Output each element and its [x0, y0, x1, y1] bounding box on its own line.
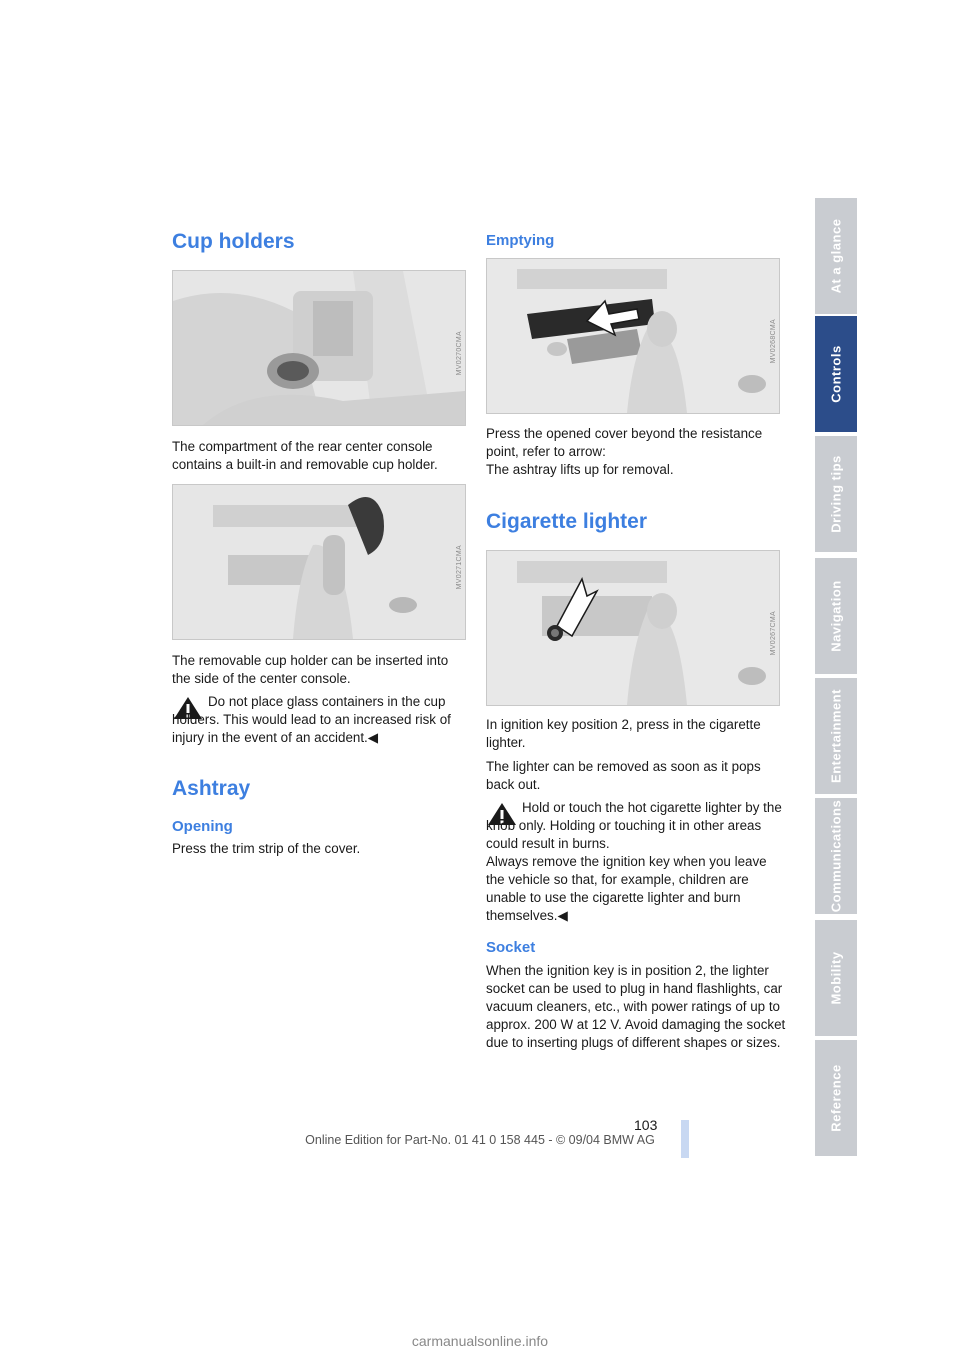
removable-cup-holder-image [172, 484, 466, 640]
figure-code: MV0270CMA [456, 331, 463, 376]
cup-holders-title: Cup holders [172, 230, 295, 253]
tab-at-a-glance[interactable]: At a glance [815, 198, 857, 316]
tab-reference[interactable]: Reference [815, 1040, 857, 1158]
opening-text: Press the trim strip of the cover. [172, 841, 361, 856]
emptying-text: Press the opened cover beyond the resistance point, refer to arrow: The ashtray lifts up for removal. [486, 426, 763, 477]
socket-text: When the ignition key is in position 2, the lighter socket can be used to plug in hand flashlights, car vacuum cleaners, etc., with power ratings of up to approx. 200 W at 12 V. Avoid damaging the socket due to inserting plugs of different shapes or sizes. [486, 963, 786, 1050]
cup-holders-para1: The compartment of the rear center console contains a built-in and removable cup holder. [172, 439, 438, 472]
footer-edition: Online Edition for Part-No. 01 41 0 158 445 - © 09/04 BMW AG [305, 1133, 655, 1147]
lighter-warning: Hold or touch the hot cigarette lighter by the knob only. Holding or touching it in other areas could result in burns. Always remove the ignition key when you leave the vehicle so that, for example, children are unable to use the cigarette lighter and burn themselves.◀ [486, 800, 782, 923]
ashtray-emptying-image [486, 258, 780, 414]
tab-controls[interactable]: Controls [815, 316, 857, 434]
cup-holders-para2: The removable cup holder can be inserted into the side of the center console. [172, 653, 449, 686]
tab-driving-tips[interactable]: Driving tips [815, 436, 857, 554]
tab-communications[interactable]: Communications [815, 798, 857, 916]
ashtray-title: Ashtray [172, 777, 251, 800]
figure-code: MV0267CMA [770, 611, 777, 656]
tab-entertainment[interactable]: Entertainment [815, 678, 857, 796]
figure-code: MV0271CMA [456, 545, 463, 590]
cup-holder-rear-console-image [172, 270, 466, 426]
emptying-title: Emptying [486, 232, 555, 249]
cigarette-lighter-image [486, 550, 780, 706]
tab-mobility[interactable]: Mobility [815, 920, 857, 1038]
lighter-para2: The lighter can be removed as soon as it pops back out. [486, 759, 761, 792]
page-number: 103 [634, 1117, 658, 1133]
opening-title: Opening [172, 818, 233, 835]
socket-title: Socket [486, 939, 536, 956]
chapter-tabs [815, 198, 857, 1160]
cup-holders-warning: Do not place glass containers in the cup holders. This would lead to an increased risk of injury in the event of an accident.◀ [172, 694, 451, 745]
tab-navigation[interactable]: Navigation [815, 558, 857, 676]
lighter-para1: In ignition key position 2, press in the cigarette lighter. [486, 717, 761, 750]
figure-code: MV0268CMA [770, 319, 777, 364]
watermark: carmanualsonline.info [411, 1333, 549, 1349]
cigarette-lighter-title: Cigarette lighter [486, 510, 648, 533]
